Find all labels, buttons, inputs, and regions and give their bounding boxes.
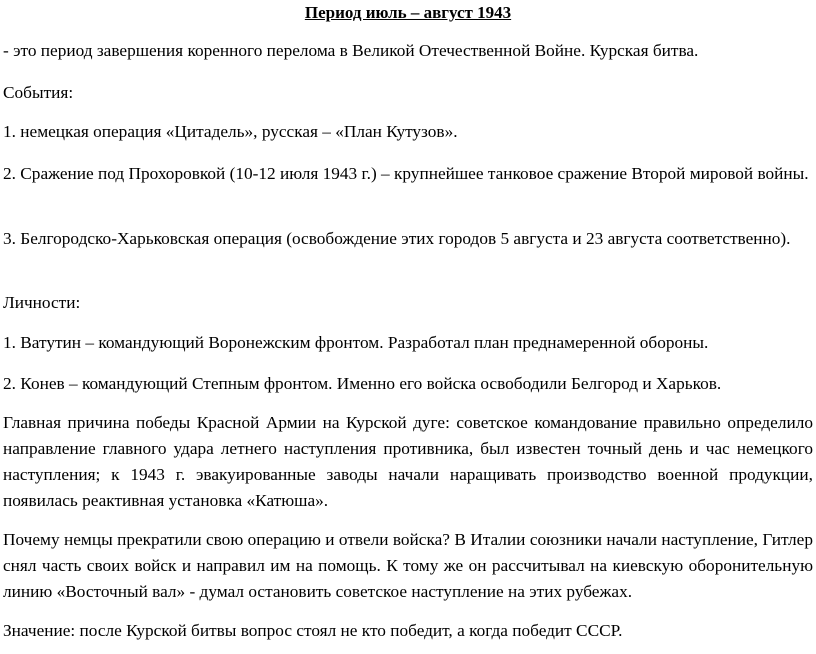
significance-paragraph: Значение: после Курской битвы вопрос стоял не кто победит, а когда победит СССР.	[3, 621, 623, 640]
document-title: Период июль – август 1943	[304, 3, 512, 22]
why-germans-paragraph: Почему немцы прекратили свою операцию и отвели войска? В Италии союзники начали наступление, Гитлер снял часть своих войск и направил им на помощь. К тому же он рассчитывал на киевскую оборонительную линию «Восточный вал» - думал остановить советское наступление на этих рубежах.	[3, 530, 813, 601]
event-item-3: 3. Белгородско-Харьковская операция (освобождение этих городов 5 августа и 23 августа соответственно).	[3, 229, 791, 248]
events-heading: События:	[3, 83, 74, 102]
main-reason-paragraph: Главная причина победы Красной Армии на Курской дуге: советское командование правильно определило направление главного удара летнего наступления противника, был известен точный день и час немецкого наступления; к 1943 г. эвакуированные заводы начали наращивать производство военной продукции, появилась реактивная установка «Катюша».	[3, 413, 813, 510]
person-item-1: 1. Ватутин – командующий Воронежским фронтом. Разработал план преднамеренной обороны.	[3, 333, 709, 352]
persons-heading: Личности:	[3, 293, 81, 312]
intro-paragraph: - это период завершения коренного перелома в Великой Отечественной Войне. Курская битва.	[3, 41, 699, 60]
person-item-2: 2. Конев – командующий Степным фронтом. Именно его войска освободили Белгород и Харьков.	[3, 374, 722, 393]
event-item-2: 2. Сражение под Прохоровкой (10-12 июля 1943 г.) – крупнейшее танковое сражение Второй мировой войны.	[3, 164, 809, 183]
event-item-1: 1. немецкая операция «Цитадель», русская – «План Кутузов».	[3, 122, 458, 141]
